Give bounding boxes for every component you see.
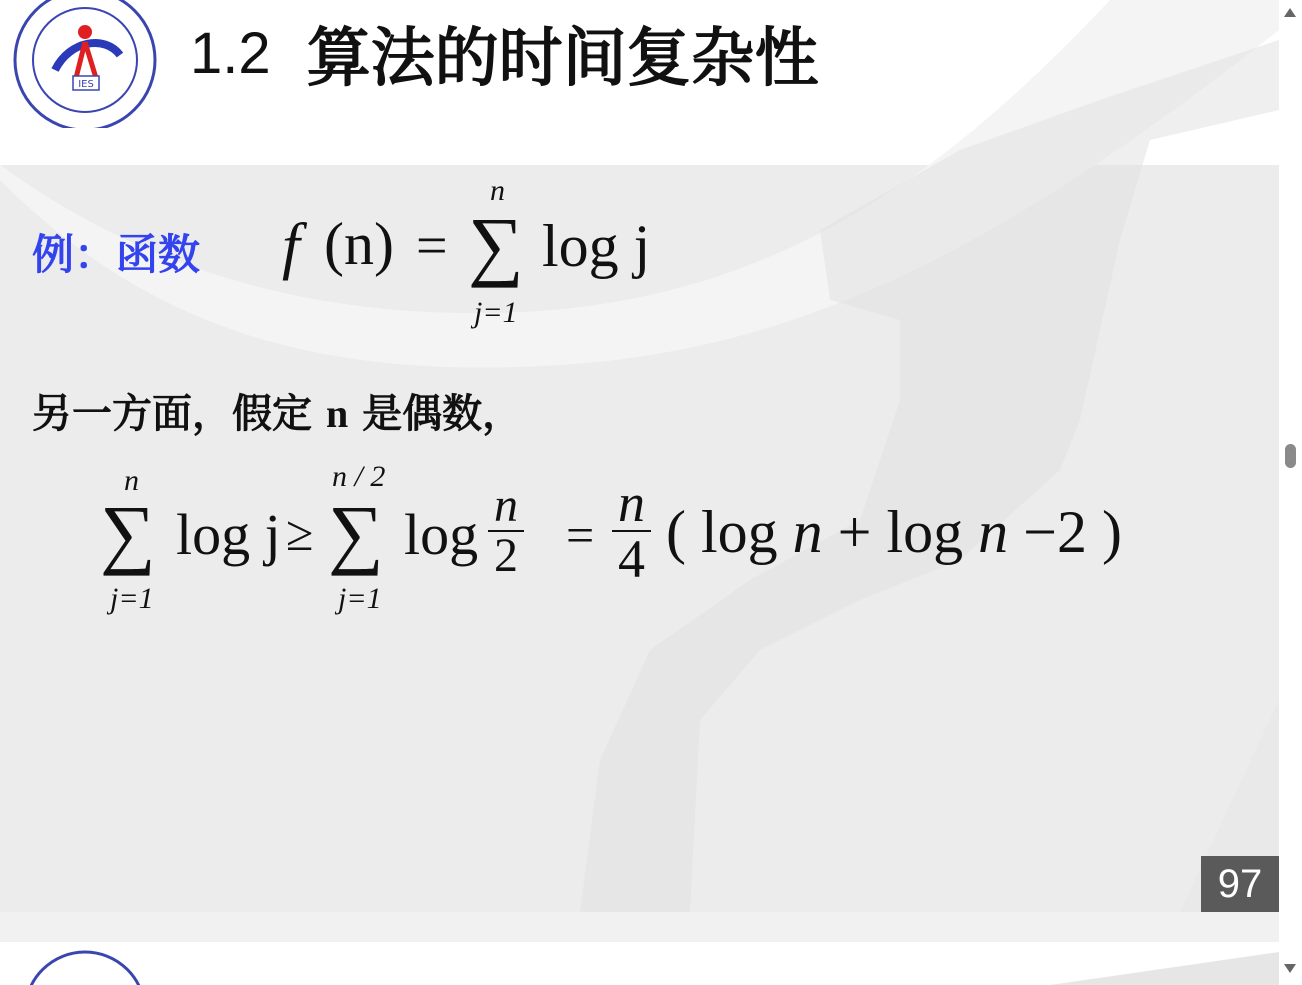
- formula2-var-b: n: [978, 499, 1009, 565]
- title-text: 算法的时间复杂性: [306, 22, 819, 96]
- formula2-sigma2-top: n / 2: [332, 460, 386, 493]
- formula2-plus: +: [837, 499, 872, 565]
- formula2-frac1-num: n: [488, 482, 524, 532]
- page-number-badge: 97: [1201, 856, 1279, 912]
- title-number: 1.2: [190, 20, 271, 86]
- formula2-frac2-num: n: [612, 476, 651, 532]
- formula2-sigma1-top: n: [124, 464, 139, 497]
- slide-title: [190, 8, 819, 98]
- formula1-eq: =: [416, 215, 448, 277]
- formula2-paren-close: ): [1102, 499, 1122, 565]
- formula1-sigma-bottom: j=1: [474, 296, 518, 329]
- vertical-scrollbar[interactable]: [1279, 0, 1302, 985]
- formula2-term1: log j: [176, 502, 281, 567]
- formula2-frac2-den: 4: [618, 529, 645, 589]
- formula2-frac-n-over-4: [612, 473, 651, 589]
- statement-text: [32, 382, 522, 439]
- formula2-term2-log: log: [404, 502, 479, 567]
- statement-part1: 另一方面，假定: [32, 391, 312, 437]
- formula1-f: f: [282, 210, 300, 281]
- formula2-paren-open: (: [666, 499, 686, 565]
- svg-text:IES: IES: [78, 79, 94, 90]
- scrollbar-thumb[interactable]: [1285, 444, 1296, 468]
- formula2-expansion: [666, 499, 1122, 565]
- formula1-body: log j: [542, 213, 651, 279]
- formula2-log-a: log: [700, 499, 778, 565]
- formula2-minus-two: −2: [1023, 499, 1088, 565]
- formula2-sigma2-bottom: j=1: [338, 582, 382, 615]
- statement-var: n: [325, 391, 349, 436]
- university-logo: [10, 0, 160, 128]
- formula1-arg: (n): [324, 211, 394, 277]
- example-label: 例：函数: [32, 230, 201, 279]
- formula-definition: [282, 176, 682, 336]
- formula1-sigma-top: n: [490, 174, 505, 207]
- scroll-down-arrow-icon[interactable]: [1284, 964, 1296, 973]
- statement-part2: 是偶数，: [362, 391, 523, 437]
- formula2-sigma2: ∑: [328, 489, 384, 576]
- formula2-frac-n-over-2: [488, 479, 524, 582]
- formula2-eq: =: [566, 507, 595, 563]
- formula2-geq: ≥: [286, 505, 314, 561]
- formula2-sigma1: ∑: [100, 489, 156, 576]
- formula2-log-b: log: [886, 499, 964, 565]
- formula2-frac1-den: 2: [494, 529, 518, 582]
- formula1-sigma: ∑: [468, 201, 524, 288]
- next-slide-preview[interactable]: [0, 942, 1279, 985]
- next-slide-logo-partial: [0, 942, 1279, 985]
- formula2-sigma1-bottom: j=1: [110, 582, 154, 615]
- scroll-up-arrow-icon[interactable]: [1284, 8, 1296, 17]
- formula2-var-a: n: [792, 499, 823, 565]
- formula-inequality: [100, 460, 1122, 632]
